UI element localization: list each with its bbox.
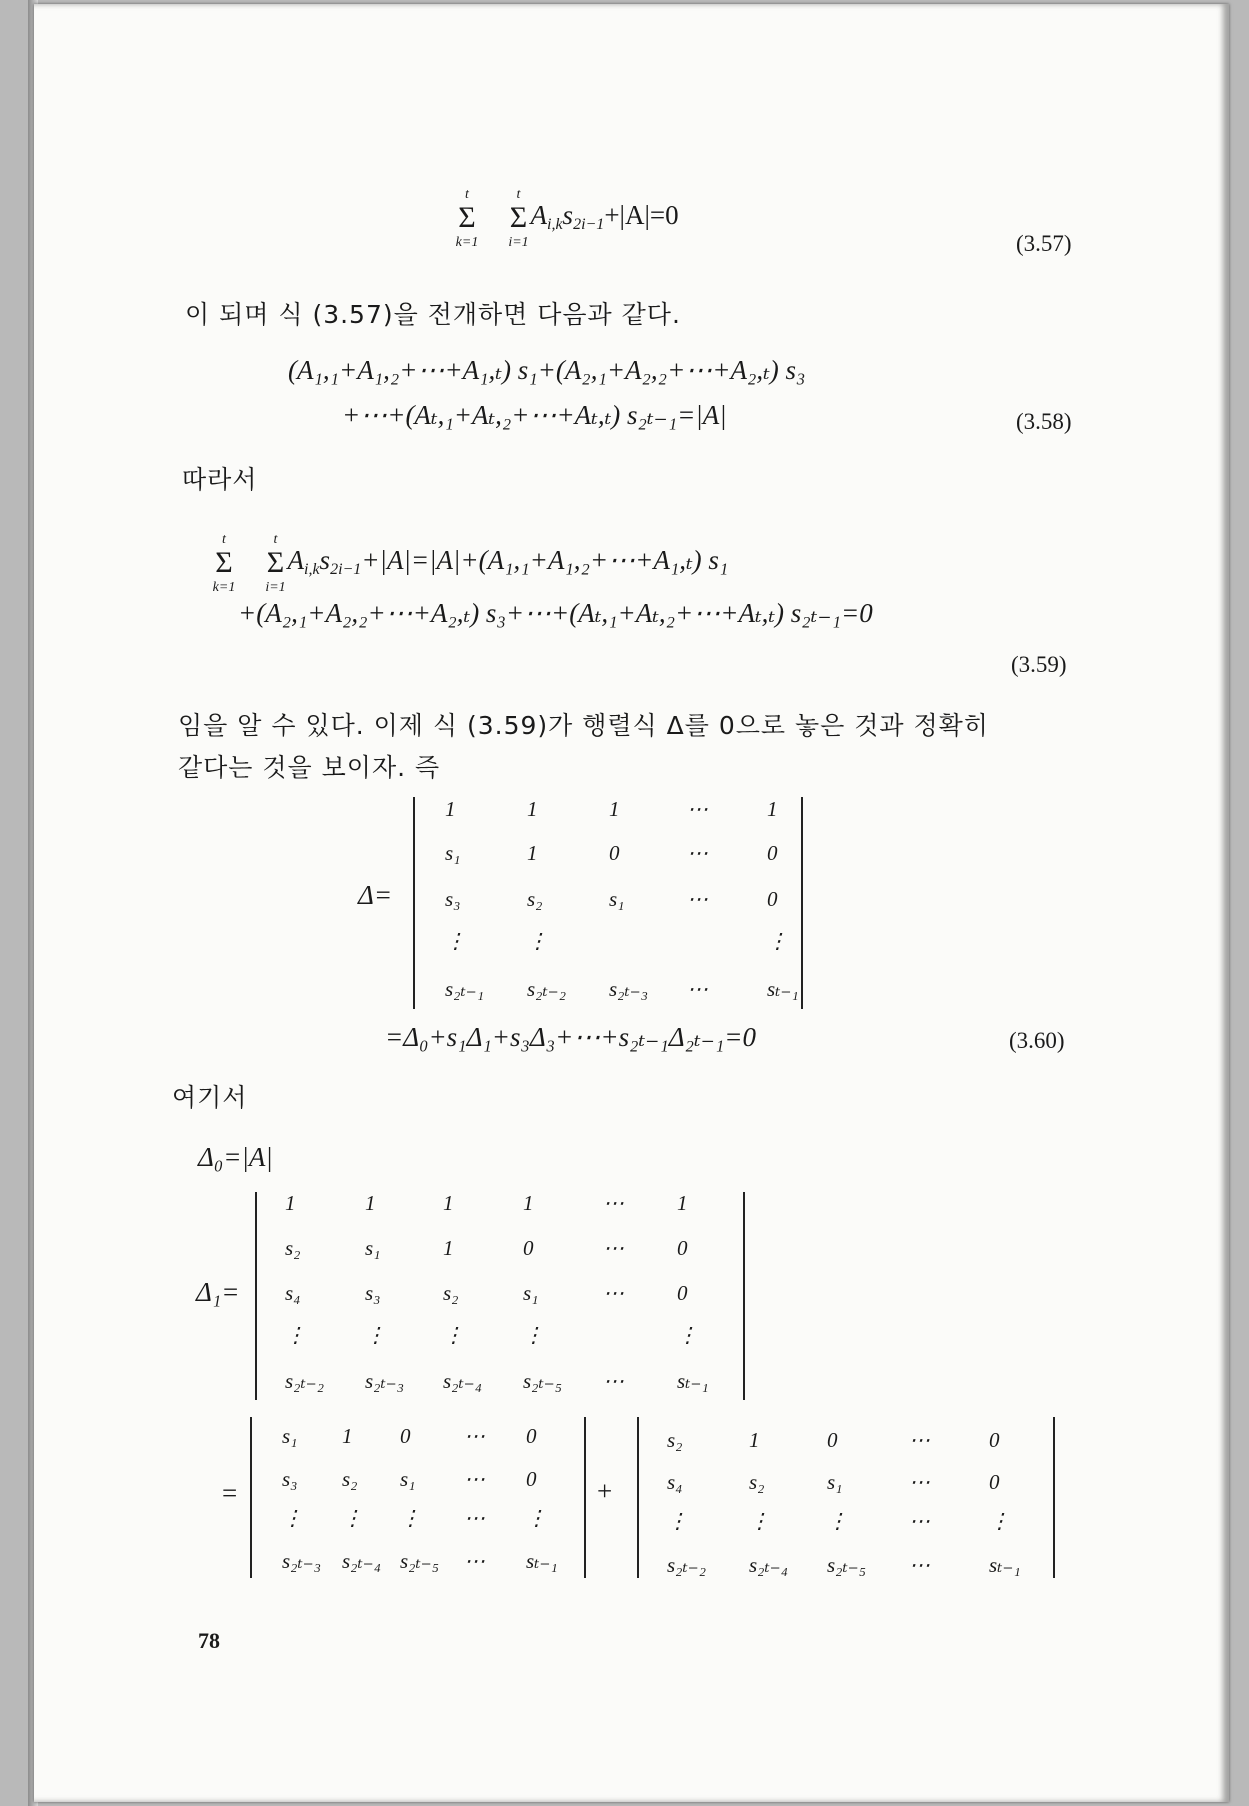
matrix-cell: s₂ (285, 1236, 301, 1260)
summation-outer: t Σ k=1 (455, 186, 479, 250)
matrix-cell: ⋯ (603, 1191, 624, 1215)
matrix-cell: 1 (677, 1191, 688, 1215)
matrix-cell: 0 (827, 1428, 838, 1452)
matrix-cell: ⋯ (687, 887, 708, 911)
matrix-cell: ⋯ (909, 1553, 930, 1577)
equation-3-57: t Σ k=1 t Σ i=1 $A_{i,k}s_{2i-1}+|A|=0$ (455, 186, 679, 250)
paragraph-2: 따라서 (182, 465, 258, 494)
matrix-cell: ⋮ (445, 929, 466, 953)
matrix-cell: ⋮ (749, 1509, 770, 1533)
matrix-cell: ⋯ (464, 1506, 485, 1530)
matrix-cell: s₁ (365, 1236, 381, 1260)
matrix-cell: s₄ (667, 1470, 683, 1494)
paragraph-4: 여기서 (172, 1083, 248, 1112)
matrix-cell: 0 (526, 1467, 537, 1491)
matrix-cell: 1 (527, 841, 538, 865)
matrix-cell: s₂ₜ₋₂ (527, 977, 567, 1001)
matrix-cell: s₂ₜ₋₄ (342, 1549, 382, 1573)
equation-3-59-line-2: +(A₂,₁+A₂,₂+⋯+A₂,ₜ) s₃+⋯+(Aₜ,₁+Aₜ,₂+⋯+Aₜ,ₜ) s₂ₜ₋₁=0 (238, 598, 873, 628)
matrix-cell: s₃ (365, 1281, 381, 1305)
matrix-cell: ⋮ (285, 1323, 306, 1347)
matrix-cell: 1 (527, 797, 538, 821)
matrix-cell: s₂ₜ₋₅ (523, 1369, 563, 1393)
matrix-cell: s₂ₜ₋₅ (400, 1549, 440, 1573)
summation-outer-359: t Σ k=1 (212, 531, 236, 595)
matrix-cell: ⋮ (677, 1323, 698, 1347)
page-number: 78 (198, 1628, 220, 1653)
right-minor-determinant (637, 1417, 1055, 1578)
equation-3-59-line-1: t Σ k=1 t Σ i=1 $A_{i,k}s_{2i-1}+|A|=|A|+(A_1,_1+A_1,_2+\cdots+A_1,_t)$ s₁ (212, 531, 729, 595)
delta-1-determinant (255, 1192, 745, 1400)
equation-number-3-60: (3.60) (1009, 1028, 1065, 1053)
matrix-cell: ⋯ (909, 1509, 930, 1533)
matrix-cell: 1 (365, 1191, 376, 1215)
matrix-cell: 0 (989, 1470, 1000, 1494)
matrix-cell: 0 (526, 1424, 537, 1448)
matrix-cell: s₂ₜ₋₃ (609, 977, 649, 1001)
delta-determinant (413, 797, 803, 1009)
matrix-cell: ⋮ (767, 929, 788, 953)
matrix-cell: 1 (445, 797, 456, 821)
matrix-cell: ⋮ (365, 1323, 386, 1347)
matrix-cell: ⋮ (342, 1506, 363, 1530)
matrix-cell: 0 (400, 1424, 411, 1448)
matrix-cell: ⋮ (989, 1509, 1010, 1533)
matrix-cell: s₂ (667, 1428, 683, 1452)
matrix-cell: s₁ (609, 887, 625, 911)
summation-inner-359: t Σ i=1 (265, 531, 286, 595)
matrix-cell: s₂ (443, 1281, 459, 1305)
matrix-cell: 1 (609, 797, 620, 821)
matrix-cell: s₂ₜ₋₂ (285, 1369, 325, 1393)
matrix-cell: sₜ₋₁ (767, 977, 799, 1001)
matrix-cell: ⋯ (603, 1236, 624, 1260)
matrix-cell: 0 (767, 887, 778, 911)
matrix-cell: 1 (342, 1424, 353, 1448)
matrix-cell: s₂ₜ₋₅ (827, 1553, 867, 1577)
matrix-cell: 0 (989, 1428, 1000, 1452)
matrix-cell: ⋯ (464, 1549, 485, 1573)
left-minor-determinant (250, 1417, 586, 1578)
matrix-cell: s₁ (400, 1467, 416, 1491)
matrix-cell: 1 (523, 1191, 534, 1215)
matrix-cell: ⋮ (400, 1506, 421, 1530)
matrix-cell: ⋯ (603, 1369, 624, 1393)
matrix-cell: s₂ₜ₋₁ (445, 977, 485, 1001)
equation-3-58-line-2: +⋯+(Aₜ,₁+Aₜ,₂+⋯+Aₜ,ₜ) s₂ₜ₋₁=|A| (342, 400, 727, 430)
matrix-cell: s₂ₜ₋₄ (749, 1553, 789, 1577)
matrix-cell: sₜ₋₁ (989, 1553, 1021, 1577)
paragraph-1: 이 되며 식 (3.57)을 전개하면 다음과 같다. (185, 300, 681, 329)
matrix-cell: 1 (749, 1428, 760, 1452)
matrix-cell: s₄ (285, 1281, 301, 1305)
matrix-cell: s₂ₜ₋₄ (443, 1369, 483, 1393)
matrix-cell: 0 (767, 841, 778, 865)
matrix-cell: ⋮ (443, 1323, 464, 1347)
matrix-cell: s₁ (827, 1470, 843, 1494)
matrix-cell: sₜ₋₁ (526, 1549, 558, 1573)
equation-number-3-57: (3.57) (1016, 231, 1072, 256)
matrix-cell: ⋮ (523, 1323, 544, 1347)
matrix-cell: s₁ (445, 841, 461, 865)
paragraph-3-line-1: 임을 알 수 있다. 이제 식 (3.59)가 행렬식 Δ를 0으로 놓은 것과 정확히 (178, 711, 989, 740)
matrix-cell: 1 (767, 797, 778, 821)
matrix-cell: ⋯ (687, 797, 708, 821)
matrix-cell: 0 (677, 1236, 688, 1260)
matrix-cell: s₁ (282, 1424, 298, 1448)
matrix-cell: 1 (285, 1191, 296, 1215)
summation-inner: t Σ i=1 (508, 186, 529, 250)
plus-sign: + (597, 1476, 613, 1506)
matrix-cell: 1 (443, 1191, 454, 1215)
matrix-cell: s₂ (749, 1470, 765, 1494)
matrix-cell: s₂ₜ₋₃ (282, 1549, 322, 1573)
matrix-cell: ⋮ (282, 1506, 303, 1530)
matrix-cell: s₂ₜ₋₃ (365, 1369, 405, 1393)
matrix-cell: ⋯ (687, 841, 708, 865)
paragraph-3-line-2: 같다는 것을 보이자. 즉 (178, 753, 441, 782)
matrix-cell: ⋯ (464, 1467, 485, 1491)
matrix-cell: s₂ (342, 1467, 358, 1491)
matrix-cell: ⋯ (909, 1428, 930, 1452)
matrix-cell: ⋮ (827, 1509, 848, 1533)
equation-3-58-line-1: (A₁,₁+A₁,₂+⋯+A₁,ₜ) s₁+(A₂,₁+A₂,₂+⋯+A₂,ₜ) s₃ (288, 355, 806, 385)
equation-number-3-58: (3.58) (1016, 409, 1072, 434)
matrix-cell: ⋯ (464, 1424, 485, 1448)
delta-label: Δ= (358, 880, 393, 910)
matrix-cell: s₃ (445, 887, 461, 911)
matrix-cell: ⋮ (527, 929, 548, 953)
matrix-cell: ⋯ (687, 977, 708, 1001)
equation-3-60-expansion: =Δ₀+s₁Δ₁+s₃Δ₃+⋯+s₂ₜ₋₁Δ₂ₜ₋₁=0 (385, 1022, 757, 1052)
matrix-cell: s₁ (523, 1281, 539, 1305)
equation-number-3-59: (3.59) (1011, 652, 1067, 677)
matrix-cell: ⋯ (909, 1470, 930, 1494)
matrix-cell: ⋮ (526, 1506, 547, 1530)
matrix-cell: s₂ (527, 887, 543, 911)
matrix-cell: s₂ₜ₋₂ (667, 1553, 707, 1577)
equals-sign: = (222, 1478, 238, 1508)
matrix-cell: ⋮ (667, 1509, 688, 1533)
matrix-cell: sₜ₋₁ (677, 1369, 709, 1393)
delta-1-label: Δ₁= (196, 1277, 240, 1307)
matrix-cell: 1 (443, 1236, 454, 1260)
matrix-cell: 0 (523, 1236, 534, 1260)
matrix-cell: 0 (609, 841, 620, 865)
matrix-cell: 0 (677, 1281, 688, 1305)
delta-0-definition: Δ₀=|A| (198, 1142, 273, 1172)
matrix-cell: s₃ (282, 1467, 298, 1491)
matrix-cell: ⋯ (603, 1281, 624, 1305)
